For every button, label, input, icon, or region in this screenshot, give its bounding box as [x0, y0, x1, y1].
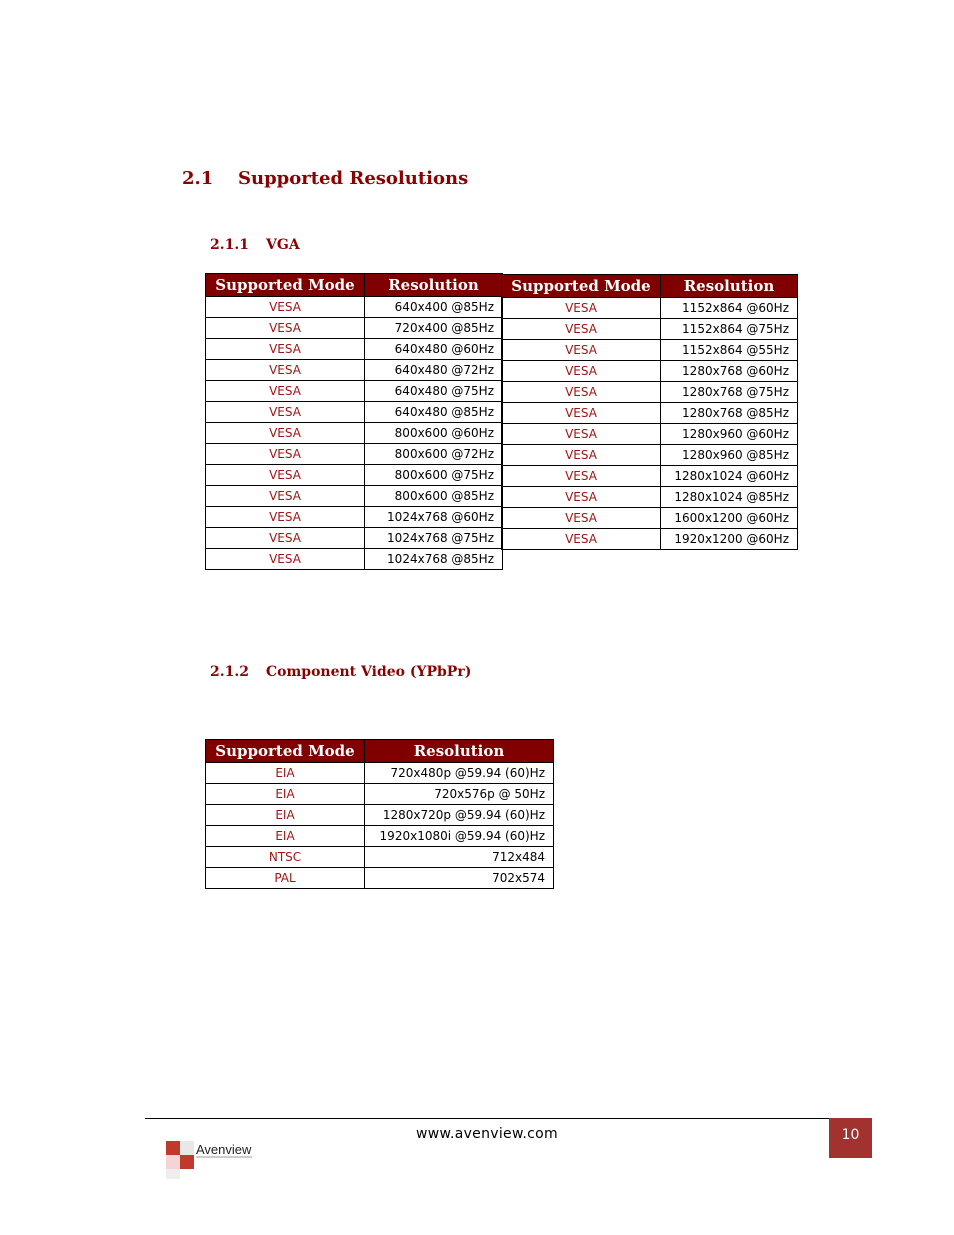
section-title: Supported Resolutions — [238, 168, 469, 189]
footer-url[interactable]: www.avenview.com — [416, 1126, 558, 1142]
resolution-cell: 1280x768 @75Hz — [661, 382, 798, 403]
section-heading — [182, 168, 468, 189]
table-row — [502, 403, 798, 424]
mode-cell: PAL — [206, 868, 365, 889]
table-row — [206, 528, 503, 549]
footer-divider — [145, 1118, 872, 1119]
table-row — [502, 382, 798, 403]
vga-title: VGA — [266, 237, 300, 253]
mode-cell: VESA — [206, 297, 365, 318]
mode-cell: VESA — [206, 507, 365, 528]
resolution-cell: 1280x720p @59.94 (60)Hz — [365, 805, 554, 826]
mode-cell: EIA — [206, 784, 365, 805]
table-row — [206, 444, 503, 465]
resolution-cell: 800x600 @85Hz — [365, 486, 503, 507]
table-row — [502, 487, 798, 508]
resolution-cell: 1280x1024 @85Hz — [661, 487, 798, 508]
table-row — [206, 402, 503, 423]
column-header-mode: Supported Mode — [206, 740, 365, 763]
table-row — [502, 445, 798, 466]
resolution-cell: 800x600 @72Hz — [365, 444, 503, 465]
resolution-cell: 702x574 — [365, 868, 554, 889]
table-row — [502, 508, 798, 529]
resolution-cell: 800x600 @60Hz — [365, 423, 503, 444]
mode-cell: VESA — [206, 402, 365, 423]
column-header-resolution: Resolution — [365, 740, 554, 763]
page-number: 10 — [829, 1118, 872, 1158]
table-row — [502, 466, 798, 487]
vga-number: 2.1.1 — [210, 237, 249, 253]
resolution-cell: 1024x768 @85Hz — [365, 549, 503, 570]
table-row — [206, 486, 503, 507]
logo-text: Avenview — [196, 1142, 252, 1157]
mode-cell: VESA — [206, 528, 365, 549]
resolution-cell: 720x480p @59.94 (60)Hz — [365, 763, 554, 784]
resolution-cell: 640x480 @75Hz — [365, 381, 503, 402]
mode-cell: VESA — [502, 361, 661, 382]
vga-table-right — [501, 274, 798, 550]
section-number: 2.1 — [182, 168, 214, 189]
vga-table-left — [205, 273, 503, 570]
table-row — [206, 360, 503, 381]
table-row — [206, 868, 554, 889]
resolution-cell: 1920x1080i @59.94 (60)Hz — [365, 826, 554, 847]
mode-cell: EIA — [206, 826, 365, 847]
mode-cell: VESA — [502, 529, 661, 550]
table-row — [206, 318, 503, 339]
mode-cell: VESA — [206, 549, 365, 570]
component-heading — [210, 664, 471, 680]
mode-cell: VESA — [206, 360, 365, 381]
column-header-resolution: Resolution — [661, 275, 798, 298]
resolution-cell: 1280x768 @60Hz — [661, 361, 798, 382]
resolution-cell: 1152x864 @75Hz — [661, 319, 798, 340]
mode-cell: VESA — [502, 319, 661, 340]
column-header-mode: Supported Mode — [206, 274, 365, 297]
mode-cell: VESA — [206, 318, 365, 339]
component-number: 2.1.2 — [210, 664, 249, 680]
resolution-cell: 1920x1200 @60Hz — [661, 529, 798, 550]
table-row — [206, 339, 503, 360]
mode-cell: VESA — [206, 339, 365, 360]
table-row — [206, 549, 503, 570]
table-row — [502, 298, 798, 319]
resolution-cell: 1024x768 @60Hz — [365, 507, 503, 528]
mode-cell: VESA — [206, 423, 365, 444]
mode-cell: VESA — [206, 381, 365, 402]
table-row — [502, 319, 798, 340]
resolution-cell: 1152x864 @55Hz — [661, 340, 798, 361]
table-row — [502, 361, 798, 382]
resolution-cell: 1600x1200 @60Hz — [661, 508, 798, 529]
mode-cell: EIA — [206, 763, 365, 784]
table-row — [206, 507, 503, 528]
table-row — [502, 529, 798, 550]
table-row — [206, 805, 554, 826]
table-row — [206, 423, 503, 444]
table-row — [206, 826, 554, 847]
resolution-cell: 720x576p @ 50Hz — [365, 784, 554, 805]
table-row — [206, 465, 503, 486]
resolution-cell: 1024x768 @75Hz — [365, 528, 503, 549]
mode-cell: VESA — [502, 382, 661, 403]
resolution-cell: 1280x1024 @60Hz — [661, 466, 798, 487]
resolution-cell: 1152x864 @60Hz — [661, 298, 798, 319]
resolution-cell: 720x400 @85Hz — [365, 318, 503, 339]
table-row — [206, 381, 503, 402]
table-row — [502, 424, 798, 445]
resolution-cell: 712x484 — [365, 847, 554, 868]
column-header-resolution: Resolution — [365, 274, 503, 297]
table-row — [206, 763, 554, 784]
resolution-cell: 1280x768 @85Hz — [661, 403, 798, 424]
mode-cell: VESA — [502, 487, 661, 508]
resolution-cell: 640x400 @85Hz — [365, 297, 503, 318]
resolution-cell: 640x480 @60Hz — [365, 339, 503, 360]
table-row — [502, 340, 798, 361]
resolution-cell: 800x600 @75Hz — [365, 465, 503, 486]
mode-cell: VESA — [206, 465, 365, 486]
table-row — [206, 847, 554, 868]
mode-cell: VESA — [502, 466, 661, 487]
mode-cell: VESA — [502, 403, 661, 424]
mode-cell: VESA — [502, 298, 661, 319]
mode-cell: VESA — [206, 444, 365, 465]
resolution-cell: 1280x960 @60Hz — [661, 424, 798, 445]
component-table — [205, 739, 554, 889]
mode-cell: VESA — [206, 486, 365, 507]
resolution-cell: 640x480 @72Hz — [365, 360, 503, 381]
vga-heading — [210, 237, 300, 253]
mode-cell: VESA — [502, 340, 661, 361]
table-row — [206, 784, 554, 805]
mode-cell: VESA — [502, 445, 661, 466]
table-row — [206, 297, 503, 318]
mode-cell: VESA — [502, 508, 661, 529]
column-header-mode: Supported Mode — [502, 275, 661, 298]
mode-cell: NTSC — [206, 847, 365, 868]
resolution-cell: 1280x960 @85Hz — [661, 445, 798, 466]
mode-cell: VESA — [502, 424, 661, 445]
mode-cell: EIA — [206, 805, 365, 826]
component-title: Component Video (YPbPr) — [266, 664, 472, 680]
resolution-cell: 640x480 @85Hz — [365, 402, 503, 423]
